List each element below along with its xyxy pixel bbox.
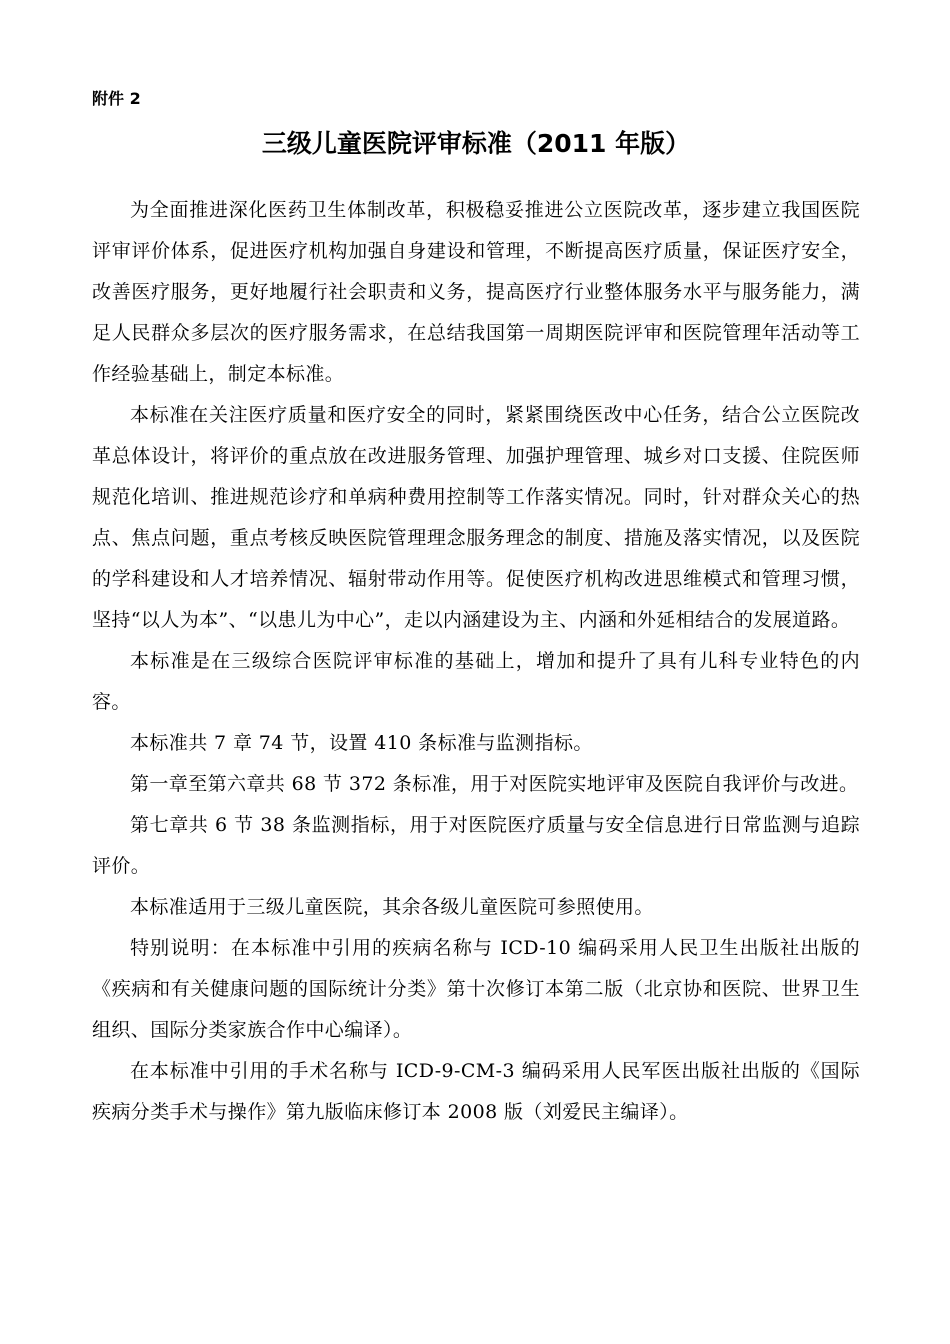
body-paragraph: 本标准适用于三级儿童医院，其余各级儿童医院可参照使用。 (130, 896, 654, 918)
document-page (92, 88, 860, 1133)
body-paragraph: 为全面推进深化医药卫生体制改革，积极稳妥推进公立医院改革，逐步建立我国医院评审评价体系，促进医疗机构加强自身建设和管理，不断提高医疗质量，保证医疗安全，改善医疗服务，更好地履行社会职责和义务，提高医疗行业整体服务水平与服务能力，满足人民群众多层次的医疗服务需求，在总结我国第一周期医院评审和医院管理年活动等工作经验基础上，制定本标准。 (92, 199, 860, 385)
body-paragraph: 本标准在关注医疗质量和医疗安全的同时，紧紧围绕医改中心任务，结合公立医院改革总体设计，将评价的重点放在改进服务管理、加强护理管理、城乡对口支援、住院医师规范化培训、推进规范诊疗和单病种费用控制等工作落实情况。同时，针对群众关心的热点、焦点问题，重点考核反映医院管理理念服务理念的制度、措施及落实情况，以及医院的学科建设和人才培养情况、辐射带动作用等。促使医疗机构改进思维模式和管理习惯，坚持“以人为本”、“以患儿为中心”，走以内涵建设为主、内涵和外延相结合的发展道路。 (92, 404, 860, 631)
body-paragraph: 在本标准中引用的手术名称与 ICD-9-CM-3 编码采用人民军医出版社出版的《国际疾病分类手术与操作》第九版临床修订本 2008 版（刘爱民主编译）。 (92, 1060, 860, 1123)
body-paragraph: 第一章至第六章共 68 节 372 条标准，用于对医院实地评审及医院自我评价与改进。 (130, 773, 859, 795)
body-paragraph: 第七章共 6 节 38 条监测指标，用于对医院医疗质量与安全信息进行日常监测与追踪评价。 (92, 814, 860, 877)
body-paragraph: 本标准共 7 章 74 节，设置 410 条标准与监测指标。 (130, 732, 593, 754)
document-title: 三级儿童医院评审标准（2011 年版） (261, 129, 691, 158)
attachment-label: 附件 2 (92, 89, 141, 108)
body-paragraph: 特别说明：在本标准中引用的疾病名称与 ICD-10 编码采用人民卫生出版社出版的《疾病和有关健康问题的国际统计分类》第十次修订本第二版（北京协和医院、世界卫生组织、国际分类家族合作中心编译）。 (92, 937, 860, 1041)
body-paragraph: 本标准是在三级综合医院评审标准的基础上，增加和提升了具有儿科专业特色的内容。 (92, 650, 860, 713)
